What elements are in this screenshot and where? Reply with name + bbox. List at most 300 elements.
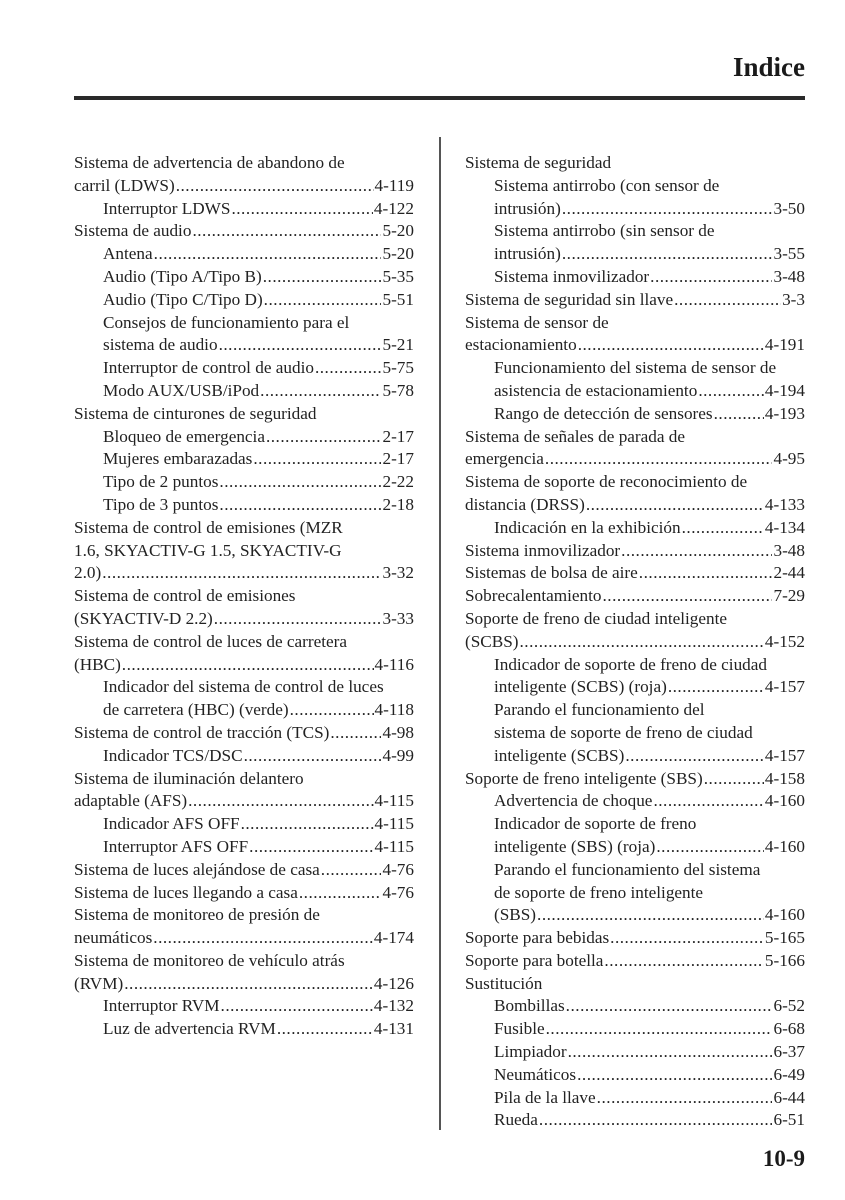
index-entry	[74, 836, 414, 859]
entry-page-ref[interactable]: 4-98	[382, 722, 414, 742]
entry-text: distancia (DRSS)	[465, 494, 585, 514]
entry-page-ref[interactable]: 4-115	[374, 814, 414, 834]
dot-leader	[192, 220, 381, 243]
dot-leader	[263, 266, 382, 289]
dot-leader	[545, 448, 773, 471]
index-entry	[74, 357, 414, 380]
entry-text: Soporte para botella	[465, 950, 604, 970]
entry-page-ref[interactable]: 4-174	[373, 928, 414, 948]
entry-text: Sistema de luces alejándose de casa	[74, 859, 320, 879]
entry-text: Tipo de 3 puntos	[103, 494, 219, 514]
entry-text: Sistema de control de emisiones	[74, 586, 296, 606]
entry-text: carril (LDWS)	[74, 175, 175, 195]
entry-page-ref[interactable]: 2-22	[382, 472, 414, 492]
entry-page-ref[interactable]: 3-55	[773, 244, 805, 264]
entry-text: sistema de audio	[103, 335, 218, 355]
dot-leader	[674, 289, 781, 312]
index-entry	[74, 882, 414, 905]
entry-line	[74, 562, 414, 585]
entry-line	[74, 927, 414, 950]
entry-text: Interruptor LDWS	[103, 198, 231, 218]
entry-page-ref[interactable]: 4-152	[764, 631, 805, 651]
entry-text: Soporte de freno de ciudad inteligente	[465, 608, 728, 628]
index-entry	[465, 1018, 805, 1041]
entry-text: Interruptor RVM	[103, 996, 220, 1016]
entry-line	[494, 904, 805, 927]
column-divider	[439, 137, 441, 1130]
entry-page-ref[interactable]: 4-157	[764, 677, 805, 697]
dot-leader	[650, 266, 772, 289]
index-entry	[74, 220, 414, 243]
entry-text: Sistema de seguridad sin llave	[465, 289, 674, 309]
entry-page-ref[interactable]: 4-115	[374, 791, 414, 811]
entry-page-ref[interactable]: 3-48	[773, 540, 805, 560]
entry-line	[494, 836, 805, 859]
page-number: 10-9	[762, 1146, 805, 1171]
dot-leader	[603, 585, 773, 608]
entry-line	[103, 1018, 414, 1041]
entry-line	[103, 448, 414, 471]
entry-text: 1.6, SKYACTIV-G 1.5, SKYACTIV-G	[74, 540, 342, 560]
entry-line	[103, 380, 414, 403]
entry-line	[74, 175, 414, 198]
dot-leader	[241, 813, 374, 836]
entry-line	[494, 1087, 805, 1110]
index-entry	[465, 608, 805, 654]
index-entry	[465, 175, 805, 221]
index-entry	[74, 676, 414, 722]
entry-line	[494, 517, 805, 540]
index-entry	[465, 1041, 805, 1064]
dot-leader	[566, 995, 773, 1018]
dot-leader	[698, 380, 764, 403]
dot-leader	[704, 768, 764, 791]
entry-line	[494, 403, 805, 426]
entry-page-ref[interactable]: 4-76	[382, 882, 414, 902]
dot-leader	[249, 836, 373, 859]
entry-text: 2.0)	[74, 563, 102, 583]
entry-text: (RVM)	[74, 973, 124, 993]
entry-text: intrusión)	[494, 198, 561, 218]
index-entry	[74, 198, 414, 221]
index-entry	[465, 357, 805, 403]
entry-text: Sistema de control de luces de carretera	[74, 631, 347, 651]
entry-page-ref[interactable]: 5-166	[764, 950, 805, 970]
index-entry	[74, 517, 414, 585]
header-rule	[74, 96, 805, 100]
dot-leader	[610, 927, 764, 950]
entry-page-ref[interactable]: 4-119	[374, 175, 414, 195]
entry-text: asistencia de estacionamiento	[494, 380, 698, 400]
dot-leader	[124, 973, 373, 996]
entry-line	[74, 859, 414, 882]
entry-page-ref[interactable]: 4-191	[764, 335, 805, 355]
index-entry	[465, 562, 805, 585]
index-entry	[74, 152, 414, 198]
entry-text: inteligente (SCBS)	[494, 745, 625, 765]
entry-text: (SKYACTIV-D 2.2)	[74, 608, 213, 628]
entry-line	[74, 882, 414, 905]
entry-line	[494, 676, 805, 699]
entry-page-ref[interactable]: 4-194	[764, 380, 805, 400]
dot-leader	[102, 562, 381, 585]
dot-leader	[562, 243, 773, 266]
index-entry	[465, 1064, 805, 1087]
entry-line	[494, 1041, 805, 1064]
index-entry	[465, 220, 805, 266]
entry-text: Fusible	[494, 1019, 545, 1039]
entry-text: Audio (Tipo A/Tipo B)	[103, 266, 262, 286]
dot-leader	[253, 448, 381, 471]
index-entry	[465, 1109, 805, 1132]
entry-line	[465, 540, 805, 563]
index-entry	[465, 152, 805, 175]
entry-text: sistema de soporte de freno de ciudad	[494, 722, 753, 742]
index-entry	[74, 380, 414, 403]
index-entry	[74, 859, 414, 882]
entry-line	[465, 631, 805, 654]
entry-line	[465, 334, 805, 357]
dot-leader	[562, 198, 773, 221]
dot-leader	[221, 995, 373, 1018]
index-entry	[74, 904, 414, 950]
dot-leader	[277, 1018, 373, 1041]
entry-page-ref[interactable]: 3-48	[773, 266, 805, 286]
entry-text: adaptable (AFS)	[74, 791, 188, 811]
dot-leader	[625, 745, 764, 768]
entry-page-ref[interactable]: 4-99	[382, 745, 414, 765]
entry-line	[494, 1064, 805, 1087]
index-column-left	[74, 152, 414, 1041]
entry-page-ref[interactable]: 2-18	[382, 494, 414, 514]
entry-line	[494, 1018, 805, 1041]
dot-leader	[154, 243, 382, 266]
entry-page-ref[interactable]: 5-35	[382, 266, 414, 286]
entry-line	[74, 722, 414, 745]
entry-page-ref[interactable]: 2-17	[382, 449, 414, 469]
entry-page-ref[interactable]: 6-51	[773, 1110, 805, 1130]
entry-line	[465, 950, 805, 973]
entry-page-ref[interactable]: 4-118	[374, 700, 414, 720]
entry-text: Sistema de soporte de reconocimiento de	[465, 472, 748, 492]
index-entry	[74, 266, 414, 289]
entry-text: intrusión)	[494, 244, 561, 264]
entry-text: Sobrecalentamiento	[465, 586, 602, 606]
entry-text: Indicación en la exhibición	[494, 517, 681, 537]
entry-line	[103, 745, 414, 768]
entry-text: neumáticos	[74, 928, 153, 948]
entry-line	[103, 813, 414, 836]
entry-page-ref[interactable]: 3-32	[382, 563, 414, 583]
entry-line	[103, 357, 414, 380]
entry-text: Sistema de advertencia de abandono de	[74, 153, 345, 172]
index-entry	[465, 471, 805, 517]
entry-page-ref[interactable]: 4-116	[374, 654, 414, 674]
entry-line	[494, 790, 805, 813]
entry-line	[103, 494, 414, 517]
index-entry	[74, 722, 414, 745]
entry-text: Antena	[103, 244, 153, 264]
index-entry	[465, 813, 805, 859]
index-entry	[74, 950, 414, 996]
entry-text: Limpiador	[494, 1042, 567, 1062]
entry-page-ref[interactable]: 2-44	[773, 563, 805, 583]
entry-text: de carretera (HBC) (verde)	[103, 700, 289, 720]
entry-page-ref[interactable]: 4-115	[374, 836, 414, 856]
index-entry	[465, 540, 805, 563]
entry-line	[74, 790, 414, 813]
index-entry	[74, 813, 414, 836]
index-entry	[465, 1087, 805, 1110]
entry-page-ref[interactable]: 4-158	[764, 768, 805, 788]
index-entry	[465, 790, 805, 813]
entry-line	[494, 1109, 805, 1132]
dot-leader	[290, 699, 374, 722]
entry-line	[494, 198, 805, 221]
entry-text: Audio (Tipo C/Tipo D)	[103, 289, 263, 309]
dot-leader	[682, 517, 764, 540]
entry-text: Advertencia de choque	[494, 791, 653, 811]
entry-text: Parando el funcionamiento del	[494, 700, 705, 720]
index-entry	[74, 768, 414, 814]
entry-text: Sistema de sensor de	[465, 312, 609, 332]
index-entry	[465, 403, 805, 426]
entry-text: Indicador TCS/DSC	[103, 745, 243, 765]
entry-page-ref[interactable]: 5-51	[382, 289, 414, 309]
index-entry	[465, 266, 805, 289]
entry-text: Sistema de control de tracción (TCS)	[74, 722, 330, 742]
entry-text: Parando el funcionamiento del sistema	[494, 859, 761, 879]
entry-line	[103, 426, 414, 449]
index-entry	[74, 448, 414, 471]
dot-leader	[604, 950, 763, 973]
entry-text: emergencia	[465, 449, 544, 469]
entry-line	[465, 585, 805, 608]
dot-leader	[153, 927, 373, 950]
index-entry	[74, 471, 414, 494]
entry-text: Modo AUX/USB/iPod	[103, 380, 260, 400]
entry-line	[103, 995, 414, 1018]
entry-text: Bloqueo de emergencia	[103, 426, 265, 446]
entry-page-ref[interactable]: 4-131	[373, 1019, 414, 1039]
dot-leader	[219, 471, 381, 494]
entry-line	[494, 266, 805, 289]
entry-text: Sistema de monitoreo de presión de	[74, 905, 320, 925]
dot-leader	[639, 562, 773, 585]
entry-line	[465, 768, 805, 791]
entry-text: Interruptor AFS OFF	[103, 836, 249, 856]
index-entry	[465, 289, 805, 312]
entry-page-ref[interactable]: 4-157	[764, 745, 805, 765]
dot-leader	[537, 904, 764, 927]
entry-text: Sistema de luces llegando a casa	[74, 882, 298, 902]
dot-leader	[714, 403, 764, 426]
dot-leader	[122, 654, 374, 677]
dot-leader	[264, 289, 382, 312]
entry-line	[494, 380, 805, 403]
entry-line	[103, 243, 414, 266]
entry-line	[74, 608, 414, 631]
entry-page-ref[interactable]: 2-17	[382, 426, 414, 446]
index-entry	[465, 927, 805, 950]
entry-page-ref[interactable]: 5-21	[382, 335, 414, 355]
entry-page-ref[interactable]: 4-132	[373, 996, 414, 1016]
entry-text: Soporte para bebidas	[465, 928, 610, 948]
entry-text: Interruptor de control de audio	[103, 358, 314, 378]
entry-text: Pila de la llave	[494, 1087, 596, 1107]
entry-text: Bombillas	[494, 996, 565, 1016]
index-entry	[74, 745, 414, 768]
entry-page-ref[interactable]: 4-193	[764, 403, 805, 423]
entry-page-ref[interactable]: 4-126	[373, 973, 414, 993]
index-entry	[465, 312, 805, 358]
entry-text: (SCBS)	[465, 631, 519, 651]
dot-leader	[299, 882, 382, 905]
entry-page-ref[interactable]: 6-52	[773, 996, 805, 1016]
entry-page-ref[interactable]: 6-44	[773, 1087, 805, 1107]
index-entry	[74, 585, 414, 631]
entry-page-ref[interactable]: 5-75	[382, 358, 414, 378]
index-entry	[74, 426, 414, 449]
entry-text: Indicador de soporte de freno de ciudad	[494, 654, 767, 674]
entry-page-ref[interactable]: 5-165	[764, 928, 805, 948]
entry-line	[103, 266, 414, 289]
entry-page-ref[interactable]: 4-134	[764, 517, 805, 537]
dot-leader	[176, 175, 374, 198]
entry-page-ref[interactable]: 6-37	[773, 1042, 805, 1062]
dot-leader	[656, 836, 764, 859]
entry-page-ref[interactable]: 5-20	[382, 244, 414, 264]
dot-leader	[520, 631, 764, 654]
entry-page-ref[interactable]: 3-50	[773, 198, 805, 218]
dot-leader	[315, 357, 382, 380]
index-entry	[74, 631, 414, 677]
index-entry	[465, 859, 805, 927]
entry-text: Sistema de monitoreo de vehículo atrás	[74, 950, 345, 970]
entry-line	[103, 471, 414, 494]
entry-text: Rueda	[494, 1110, 538, 1130]
dot-leader	[219, 334, 382, 357]
entry-text: Neumáticos	[494, 1064, 577, 1084]
entry-line	[465, 289, 805, 312]
dot-leader	[214, 608, 382, 631]
entry-text: Indicador de soporte de freno	[494, 814, 697, 834]
entry-line	[465, 927, 805, 950]
dot-leader	[260, 380, 381, 403]
entry-text: Sistema de cinturones de seguridad	[74, 403, 317, 423]
entry-line	[465, 562, 805, 585]
index-entry	[74, 403, 414, 426]
entry-page-ref[interactable]: 5-78	[382, 380, 414, 400]
entry-page-ref[interactable]: 4-160	[764, 905, 805, 925]
entry-line	[103, 289, 414, 312]
entry-page-ref[interactable]: 4-160	[764, 791, 805, 811]
entry-text: (HBC)	[74, 654, 121, 674]
entry-line	[74, 973, 414, 996]
index-entry	[465, 699, 805, 767]
entry-text: de soporte de freno inteligente	[494, 882, 704, 902]
index-entry	[465, 768, 805, 791]
index-entry	[465, 517, 805, 540]
entry-page-ref[interactable]: 3-3	[782, 289, 805, 309]
dot-leader	[188, 790, 373, 813]
index-entry	[74, 289, 414, 312]
entry-page-ref[interactable]: 6-49	[773, 1064, 805, 1084]
entry-text: Sistema inmovilizador	[494, 266, 650, 286]
entry-text: estacionamiento	[465, 335, 577, 355]
dot-leader	[321, 859, 382, 882]
entry-line	[103, 836, 414, 859]
entry-text: Soporte de freno inteligente (SBS)	[465, 768, 703, 788]
entry-text: Mujeres embarazadas	[103, 449, 253, 469]
entry-text: Indicador del sistema de control de luces	[103, 677, 384, 697]
index-entry	[74, 1018, 414, 1041]
entry-text: Consejos de funcionamiento para el	[103, 312, 350, 332]
dot-leader	[330, 722, 381, 745]
entry-page-ref[interactable]: 4-95	[773, 449, 805, 469]
dot-leader	[539, 1109, 773, 1132]
entry-page-ref[interactable]: 4-76	[382, 859, 414, 879]
page-title: Indice	[732, 52, 805, 82]
index-entry	[465, 950, 805, 973]
entry-page-ref[interactable]: 4-160	[764, 836, 805, 856]
entry-page-ref[interactable]: 7-29	[773, 586, 805, 606]
entry-line	[494, 995, 805, 1018]
entry-page-ref[interactable]: 4-122	[373, 198, 414, 218]
entry-page-ref[interactable]: 6-68	[773, 1019, 805, 1039]
entry-line	[465, 448, 805, 471]
entry-line	[74, 654, 414, 677]
entry-text: Sistema antirrobo (sin sensor de	[494, 221, 715, 241]
entry-line	[465, 494, 805, 517]
dot-leader	[577, 1064, 772, 1087]
entry-line	[494, 243, 805, 266]
entry-text: inteligente (SBS) (roja)	[494, 836, 656, 856]
entry-text: Indicador AFS OFF	[103, 814, 240, 834]
entry-text: Sustitución	[465, 973, 543, 993]
dot-leader	[266, 426, 382, 449]
index-entry	[465, 654, 805, 700]
entry-text: Sistema inmovilizador	[465, 540, 621, 560]
dot-leader	[244, 745, 382, 768]
entry-text: (SBS)	[494, 905, 537, 925]
dot-leader	[586, 494, 764, 517]
entry-line	[103, 699, 414, 722]
dot-leader	[546, 1018, 773, 1041]
entry-text: inteligente (SCBS) (roja)	[494, 677, 667, 697]
dot-leader	[578, 334, 764, 357]
entry-text: Funcionamiento del sistema de sensor de	[494, 358, 777, 378]
entry-text: Tipo de 2 puntos	[103, 472, 219, 492]
entry-line	[494, 745, 805, 768]
entry-line	[103, 334, 414, 357]
index-entry	[74, 494, 414, 517]
index-entry	[74, 312, 414, 358]
index-entry	[465, 426, 805, 472]
entry-line	[103, 198, 414, 221]
entry-page-ref[interactable]: 4-133	[764, 494, 805, 514]
dot-leader	[653, 790, 763, 813]
entry-page-ref[interactable]: 5-20	[382, 221, 414, 241]
entry-text: Sistema de control de emisiones (MZR	[74, 517, 343, 537]
dot-leader	[219, 494, 381, 517]
index-entry	[465, 995, 805, 1018]
entry-text: Sistema de iluminación delantero	[74, 768, 304, 788]
index-entry	[74, 243, 414, 266]
entry-text: Luz de advertencia RVM	[103, 1019, 276, 1039]
index-entry	[465, 585, 805, 608]
entry-page-ref[interactable]: 3-33	[382, 608, 414, 628]
